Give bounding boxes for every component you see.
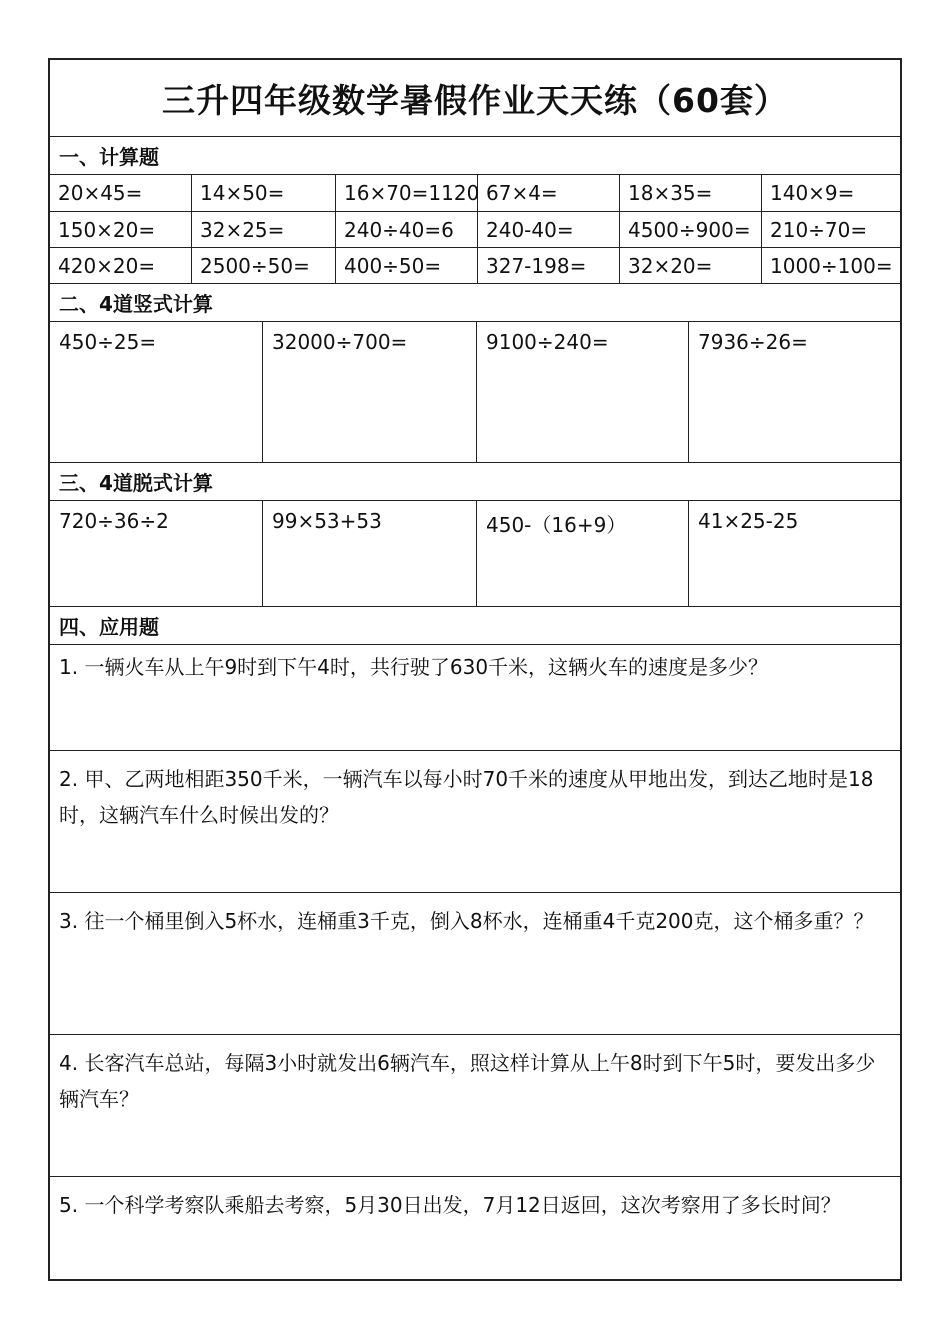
calc-cell: 14×50= [192, 175, 336, 211]
calc-cell: 67×4= [478, 175, 620, 211]
calc-cell: 140×9= [770, 181, 855, 205]
vertical-calc-cell: 32000÷700= [263, 322, 477, 462]
page-title: 三升四年级数学暑假作业天天练（60套） [50, 60, 900, 137]
stepwise-calc-cell: 41×25-25 [698, 509, 799, 533]
vertical-calc-cell: 9100÷240= [477, 322, 689, 462]
calc-cell: 20×45= [50, 175, 192, 211]
vertical-calc-row [50, 322, 900, 463]
calc-cell: 240-40= [478, 212, 620, 247]
calc-cell: 16×70=1120 [336, 175, 478, 211]
calc-row [50, 175, 900, 212]
calc-cell: 420×20= [50, 248, 192, 283]
calc-cell: 327-198= [478, 248, 620, 283]
section1-heading: 一、计算题 [50, 137, 900, 175]
stepwise-calc-cell: 99×53+53 [263, 501, 477, 606]
calc-cell: 1000÷100= [770, 253, 893, 278]
calc-cell: 18×35= [620, 175, 762, 211]
calc-cell: 32×20= [620, 248, 762, 283]
word-problem-5: 5. 一个科学考察队乘船去考察，5月30日出发，7月12日返回，这次考察用了多长时间？ [59, 1193, 841, 1217]
calc-row [50, 212, 900, 248]
section4-heading: 四、应用题 [50, 607, 900, 645]
calc-cell: 210÷70= [770, 217, 868, 242]
stepwise-calc-cell: 450-（16+9） [477, 501, 689, 606]
calc-cell: 240÷40=6 [336, 212, 478, 247]
section3-heading: 三、4道脱式计算 [50, 463, 900, 501]
calc-row [50, 248, 900, 284]
stepwise-calc-row [50, 501, 900, 607]
word-problem-2: 2. 甲、乙两地相距350千米，一辆汽车以每小时70千米的速度从甲地出发，到达乙地时是18时，这辆汽车什么时候出发的？ [50, 751, 900, 893]
vertical-calc-cell: 450÷25= [50, 322, 263, 462]
calc-cell: 150×20= [50, 212, 192, 247]
word-problem-1: 1. 一辆火车从上午9时到下午4时，共行驶了630千米，这辆火车的速度是多少？ [50, 645, 900, 751]
word-problem-3: 3. 往一个桶里倒入5杯水，连桶重3千克，倒入8杯水，连桶重4千克200克，这个桶多重？？ [50, 893, 900, 1035]
stepwise-calc-cell: 720÷36÷2 [50, 501, 263, 606]
vertical-calc-cell: 7936÷26= [698, 330, 808, 354]
calc-cell: 32×25= [192, 212, 336, 247]
calc-cell: 4500÷900= [620, 212, 762, 247]
calc-cell: 400÷50= [336, 248, 478, 283]
word-problem-4: 4. 长客汽车总站，每隔3小时就发出6辆汽车，照这样计算从上午8时到下午5时，要发出多少辆汽车？ [50, 1035, 900, 1177]
calc-cell: 2500÷50= [192, 248, 336, 283]
worksheet [48, 58, 902, 1281]
section2-heading: 二、4道竖式计算 [50, 284, 900, 322]
